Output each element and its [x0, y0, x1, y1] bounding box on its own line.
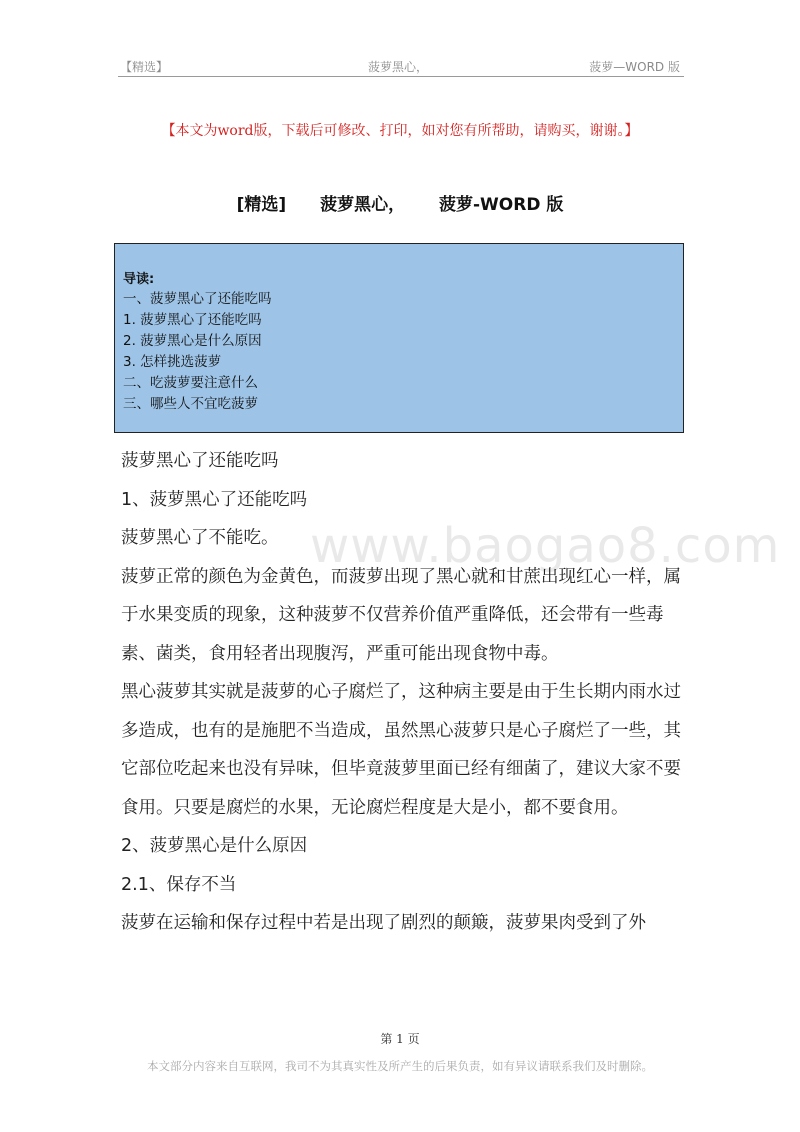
guide-item: 2. 菠萝黑心是什么原因: [123, 333, 262, 349]
guide-item: 二、吃菠萝要注意什么: [123, 375, 258, 391]
download-notice: 【本文为word版，下载后可修改、打印，如对您有所帮助，请购买，谢谢。】: [161, 123, 639, 139]
footer-disclaimer: 本文部分内容来自互联网，我司不为其真实性及所产生的后果负责，如有异议请联系我们及时删除。: [147, 1059, 653, 1073]
title-part-1: [精选]: [236, 195, 287, 215]
page-header: [118, 58, 684, 77]
guide-item: 1. 菠萝黑心了还能吃吗: [123, 312, 262, 328]
subsection-heading: 1、菠萝黑心了还能吃吗: [121, 489, 308, 510]
header-right-text: 菠萝—WORD 版: [589, 60, 680, 74]
subsection-heading: 2、菠萝黑心是什么原因: [121, 836, 308, 856]
header-left-text: 【精选】: [120, 60, 169, 74]
answer-paragraph: 菠萝黑心了不能吃。: [121, 528, 279, 548]
article-body: [121, 442, 683, 943]
document-title: [0, 190, 800, 215]
body-paragraph: 菠萝正常的颜色为金黄色，而菠萝出现了黑心就和甘蔗出现红心一样，属于水果变质的现象，这种菠萝不仅营养价值严重降低，还会带有一些毒素、菌类，食用轻者出现腹泻，严重可能出现食物中毒。: [121, 566, 681, 664]
header-center-text: 菠萝黑心，: [368, 60, 429, 74]
subsection-heading: 2.1、保存不当: [121, 874, 237, 895]
section-heading: 菠萝黑心了还能吃吗: [121, 451, 279, 471]
title-part-3: 菠萝-WORD 版: [439, 195, 564, 215]
watermark: www.baogao8.com: [310, 518, 781, 574]
page-number: 第 1 页: [380, 1032, 420, 1046]
guide-item: 一、菠萝黑心了还能吃吗: [123, 291, 272, 307]
guide-heading: 导读:: [123, 272, 155, 287]
title-part-2: 菠萝黑心，: [320, 195, 406, 215]
guide-item: 3. 怎样挑选菠萝: [123, 354, 222, 370]
guide-box: [114, 243, 684, 433]
body-paragraph: 黑心菠萝其实就是菠萝的心子腐烂了，这种病主要是由于生长期内雨水过多造成，也有的是施肥不当造成，虽然黑心菠萝只是心子腐烂了一些，其它部位吃起来也没有异味，但毕竟菠萝里面已经有细菌了，建议大家不要食用。只要是腐烂的水果，无论腐烂程度是大是小，都不要食用。: [121, 682, 681, 818]
body-paragraph: 菠萝在运输和保存过程中若是出现了剧烈的颠簸，菠萝果肉受到了外: [121, 913, 646, 933]
guide-item: 三、哪些人不宜吃菠萝: [123, 396, 258, 412]
